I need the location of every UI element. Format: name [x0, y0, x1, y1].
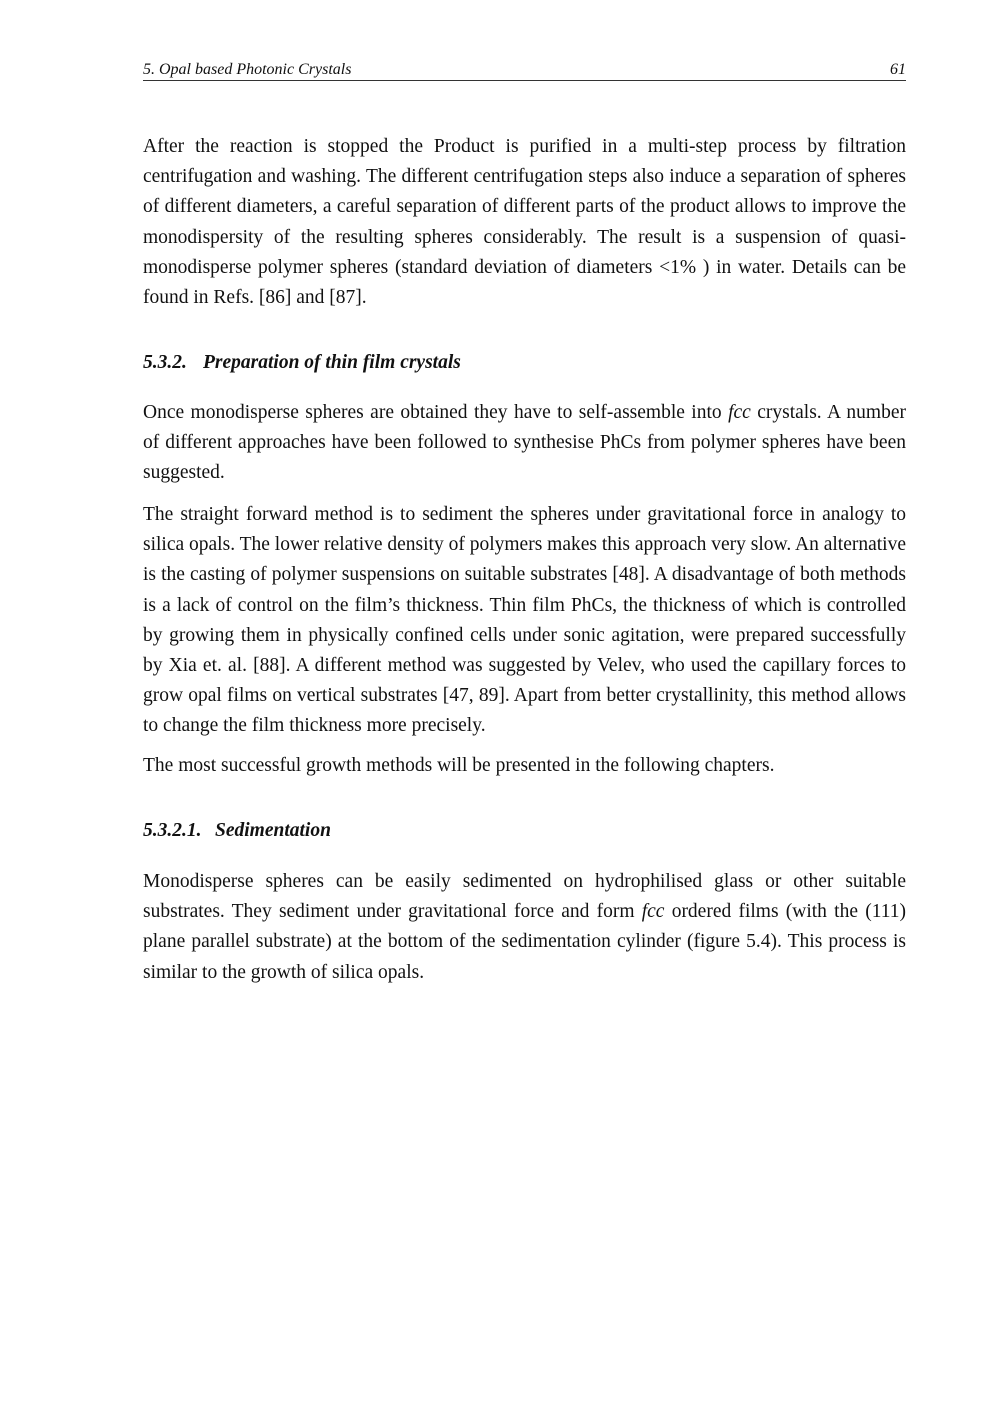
paragraph-sedimentation — [143, 867, 906, 988]
paragraph-text: crystals. A number of different approaches have been followed to synthesise PhCs from polymer spheres have been suggested. — [143, 402, 906, 484]
subsection-title: Sedimentation — [215, 820, 331, 841]
paragraph-overview: The most successful growth methods will be presented in the following chapters. — [143, 755, 775, 776]
paragraph-methods: The straight forward method is to sediment the spheres under gravitational force in analogy to silica opals. The lower relative density of polymers makes this approach very slow. An alternative is the casting of polymer suspensions on suitable substrates [48]. A disadvantage of both methods is a lack of control on the film’s thickness. Thin film PhCs, the thickness of which is controlled by growing them in physically confined cells under sonic agitation, were prepared successfully by Xia et. al. [88]. A different method was suggested by Velev, who used the capillary forces to grow opal films on vertical substrates [47, 89]. Apart from better crystallinity, this method allows to change the film thickness more precisely. — [143, 504, 906, 737]
section-title: Preparation of thin film crystals — [203, 352, 461, 373]
paragraph-text: ordered films (with the (111) plane parallel substrate) at the bottom of the sedimentation cylinder (figure 5.4). This process is similar to the growth of silica opals. — [143, 901, 906, 983]
section-heading-thin-film — [143, 351, 461, 375]
fcc-term: fcc — [728, 402, 751, 423]
paragraph-self-assembly — [143, 398, 906, 489]
fcc-term: fcc — [641, 901, 665, 923]
section-number: 5.3.2. — [143, 352, 187, 373]
header-page-number: 61 — [890, 61, 906, 78]
subsection-heading-sedimentation — [143, 819, 331, 843]
subsection-number: 5.3.2.1. — [143, 820, 202, 841]
paragraph-text: Once monodisperse spheres are obtained they have to self-assemble into — [143, 402, 729, 423]
paragraph-purification: After the reaction is stopped the Product is purified in a multi-step process by filtration centrifugation and washing. The different centrifugation steps also induce a separation of spheres of different diameters, a careful separation of different parts of the product allows to improve the monodispersity of the resulting spheres considerably. The result is a suspension of quasi-monodisperse polymer spheres (standard deviation of diameters <1% ) in water. Details can be found in Refs. [86] and [87]. — [143, 136, 906, 309]
running-header — [143, 60, 906, 81]
paragraph-text: Monodisperse spheres can be easily sedimented on hydrophilised glass or other suitable substrates. They sediment under gravitational force and form — [143, 871, 906, 923]
header-chapter-title: 5. Opal based Photonic Crystals — [143, 61, 352, 78]
